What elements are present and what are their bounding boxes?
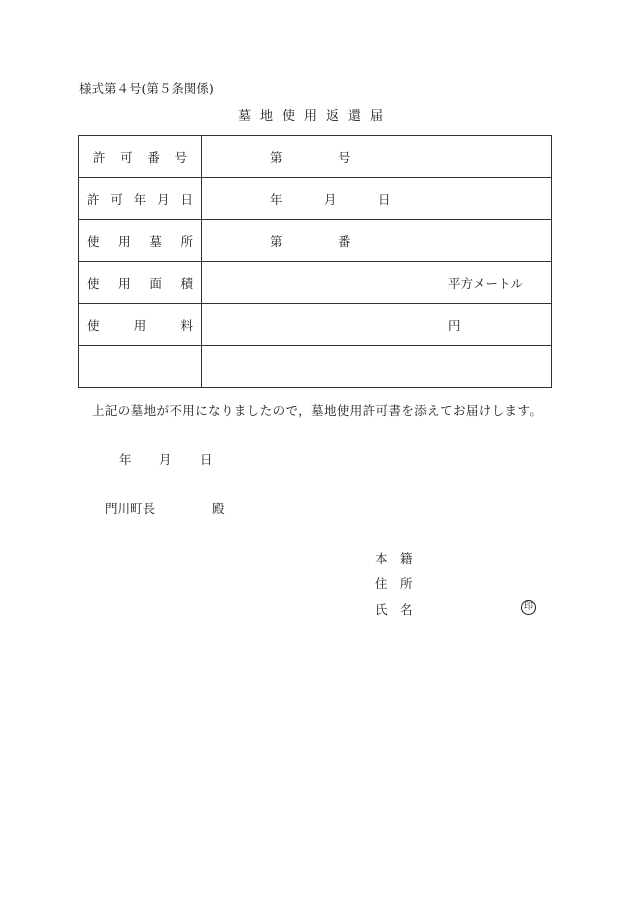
date-day-label: 日	[200, 452, 213, 467]
fee-field[interactable]	[202, 304, 552, 346]
plot-field[interactable]	[202, 220, 552, 262]
permit-date-label: 許 可 年 月 日	[87, 191, 193, 207]
addressee-honorific: 殿	[212, 501, 225, 516]
plot-prefix: 第	[270, 233, 283, 249]
permit-month-label: 月	[324, 191, 337, 207]
permit-number-prefix: 第	[270, 149, 283, 165]
label-cell	[79, 304, 202, 346]
label-cell	[79, 136, 202, 178]
page-title: 墓地使用返還届	[237, 109, 392, 124]
blank-label-cell[interactable]	[79, 346, 202, 388]
table-row-fee	[79, 304, 552, 346]
fee-label: 使 用 料	[87, 317, 193, 333]
form-number: 様式第４号(第５条関係)	[79, 81, 214, 96]
permit-number-suffix: 号	[338, 149, 351, 165]
permit-number-field[interactable]	[202, 136, 552, 178]
statement-text: 上記の墓地が不用になりましたので，墓地使用許可書を添えてお届けします。	[92, 403, 543, 418]
addressee-name: 門川町長	[105, 501, 156, 516]
permit-number-label: 許 可 番 号	[93, 149, 187, 165]
table-row-permit-date	[79, 178, 552, 220]
name-label: 氏 名	[375, 602, 413, 617]
plot-label: 使 用 墓 所	[87, 233, 193, 249]
seal-mark-icon: 印	[521, 600, 536, 615]
area-field[interactable]	[202, 262, 552, 304]
address-label: 住 所	[375, 576, 413, 591]
table-row-blank	[79, 346, 552, 388]
date-year-label: 年	[119, 452, 132, 467]
table-row-area	[79, 262, 552, 304]
permit-year-label: 年	[270, 191, 283, 207]
date-month-label: 月	[159, 452, 172, 467]
table-row-permit-number	[79, 136, 552, 178]
table-row-plot	[79, 220, 552, 262]
permit-day-label: 日	[378, 191, 391, 207]
blank-field[interactable]	[202, 346, 552, 388]
plot-suffix: 番	[338, 233, 351, 249]
fee-unit: 円	[448, 317, 461, 333]
area-label: 使 用 面 積	[87, 275, 193, 291]
domicile-label: 本 籍	[375, 551, 413, 566]
application-table	[78, 135, 552, 388]
area-unit: 平方メートル	[448, 275, 524, 291]
permit-date-field[interactable]	[202, 178, 552, 220]
label-cell	[79, 220, 202, 262]
label-cell	[79, 262, 202, 304]
label-cell	[79, 178, 202, 220]
